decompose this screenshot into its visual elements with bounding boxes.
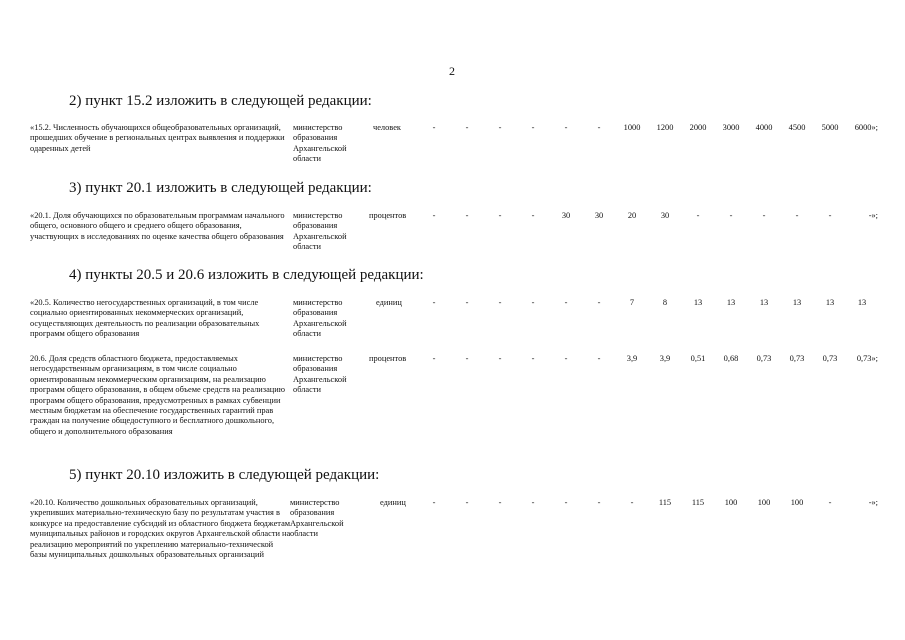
- row-description: «20.10. Количество дошкольных образовательных организаций, укрепивших материально-техническую базу по результатам участия в конкурсе на предоставление субсидий из областного бюджета бюджетам муниципальных районов и городских округов Архангельской области на реализацию мероприятий по укреплению материально-технической базы муниципальных дошкольных образовательных организаций: [30, 498, 291, 560]
- value-cell: 115: [658, 498, 672, 507]
- value-cell: 0,73: [756, 354, 772, 363]
- row-unit: процентов: [369, 354, 407, 363]
- value-cell: 30: [594, 211, 604, 220]
- value-cell: -: [597, 498, 601, 507]
- value-cell: -: [432, 298, 436, 307]
- value-cell: 1000: [623, 123, 641, 132]
- value-cell: -: [762, 211, 766, 220]
- value-cell: 13: [825, 298, 835, 307]
- row-description: 20.6. Доля средств областного бюджета, предоставляемых негосударственным организациям, в том числе социально ориентированным некоммерческим организациям, на реализацию программ общего образования, в общем объеме средств на реализацию программ общего образования, предусмотренных в рамках субвенции местным бюджетам на обеспечение государственных гарантий прав граждан на получение общедоступного и бесплатного дошкольного, общего и дополнительного образования: [30, 354, 286, 436]
- value-cell: -: [828, 498, 832, 507]
- value-cell: 30: [561, 211, 571, 220]
- value-cell: -: [531, 354, 535, 363]
- value-cell: 20: [627, 211, 637, 220]
- value-cell: 115: [691, 498, 705, 507]
- value-cell: -: [564, 498, 568, 507]
- value-cell: 3000: [722, 123, 740, 132]
- value-cell: 3,9: [626, 354, 638, 363]
- value-cell: -: [432, 211, 436, 220]
- value-cell: 0,73»;: [856, 354, 878, 363]
- value-cell: 13: [792, 298, 802, 307]
- value-cell: -: [432, 498, 436, 507]
- value-cell: 3,9: [659, 354, 671, 363]
- row-description: «20.1. Доля обучающихся по образовательным программам начального общего, основного общего и среднего общего образования, участвующих в исследованиях по оценке качества общего образования: [30, 211, 285, 241]
- value-cell: -: [531, 211, 535, 220]
- value-cell: -: [696, 211, 700, 220]
- section-heading-20-1: 3) пункт 20.1 изложить в следующей редакции:: [69, 180, 372, 196]
- value-cell: -: [465, 123, 469, 132]
- value-cell: -: [465, 354, 469, 363]
- value-cell: 0,73: [822, 354, 838, 363]
- value-cell: 13: [693, 298, 703, 307]
- value-cell: 0,51: [690, 354, 706, 363]
- value-cell: 2000: [689, 123, 707, 132]
- row-unit: единиц: [380, 498, 406, 507]
- value-cell: -: [564, 298, 568, 307]
- value-cell: -: [465, 211, 469, 220]
- value-cell: 0,73: [789, 354, 805, 363]
- value-cell: -: [498, 298, 502, 307]
- value-cell: 8: [662, 298, 668, 307]
- value-cell: -»;: [868, 211, 878, 220]
- value-cell: -: [531, 298, 535, 307]
- value-cell: -: [795, 211, 799, 220]
- row-ministry: министерство образования Архангельской области: [290, 498, 344, 539]
- page-number: 2: [449, 64, 455, 78]
- value-cell: -: [531, 123, 535, 132]
- value-cell: -: [432, 354, 436, 363]
- value-cell: -: [498, 211, 502, 220]
- row-ministry: министерство образования Архангельской области: [293, 298, 347, 339]
- row-unit: процентов: [369, 211, 407, 220]
- value-cell: -»;: [868, 498, 878, 507]
- value-cell: 6000»;: [854, 123, 878, 132]
- value-cell: -: [531, 498, 535, 507]
- value-cell: -: [498, 354, 502, 363]
- row-unit: единиц: [376, 298, 402, 307]
- row-description: «15.2. Численность обучающихся общеобразовательных организаций, прошедших обучение в региональных центрах выявления и поддержки одаренных детей: [30, 123, 285, 153]
- row-ministry: министерство образования Архангельской области: [293, 211, 347, 252]
- section-heading-15-2: 2) пункт 15.2 изложить в следующей редакции:: [69, 93, 372, 109]
- value-cell: -: [828, 211, 832, 220]
- value-cell: -: [465, 498, 469, 507]
- value-cell: 7: [629, 298, 635, 307]
- value-cell: -: [432, 123, 436, 132]
- value-cell: 100: [757, 498, 771, 507]
- value-cell: -: [465, 298, 469, 307]
- value-cell: -: [498, 123, 502, 132]
- value-cell: 30: [660, 211, 670, 220]
- value-cell: -: [597, 354, 601, 363]
- value-cell: -: [597, 123, 601, 132]
- value-cell: -: [564, 123, 568, 132]
- value-cell: 13: [726, 298, 736, 307]
- row-description: «20.5. Количество негосударственных организаций, в том числе социально ориентированных некоммерческих организаций, осуществляющих деятельность по реализации образовательных программ общего образования: [30, 298, 260, 339]
- value-cell: -: [498, 498, 502, 507]
- section-heading-20-5-20-6: 4) пункты 20.5 и 20.6 изложить в следующей редакции:: [69, 267, 424, 283]
- value-cell: -: [564, 354, 568, 363]
- row-ministry: министерство образования Архангельской области: [293, 123, 347, 164]
- value-cell: 4500: [788, 123, 806, 132]
- value-cell: 5000: [821, 123, 839, 132]
- section-heading-20-10: 5) пункт 20.10 изложить в следующей редакции:: [69, 467, 380, 483]
- value-cell: 0,68: [723, 354, 739, 363]
- value-cell: 100: [724, 498, 738, 507]
- value-cell: -: [729, 211, 733, 220]
- value-cell: 13: [857, 298, 867, 307]
- value-cell: -: [597, 298, 601, 307]
- value-cell: -: [630, 498, 634, 507]
- row-ministry: министерство образования Архангельской области: [293, 354, 347, 395]
- value-cell: 4000: [755, 123, 773, 132]
- value-cell: 13: [759, 298, 769, 307]
- value-cell: 1200: [656, 123, 674, 132]
- value-cell: 100: [790, 498, 804, 507]
- row-unit: человек: [373, 123, 401, 132]
